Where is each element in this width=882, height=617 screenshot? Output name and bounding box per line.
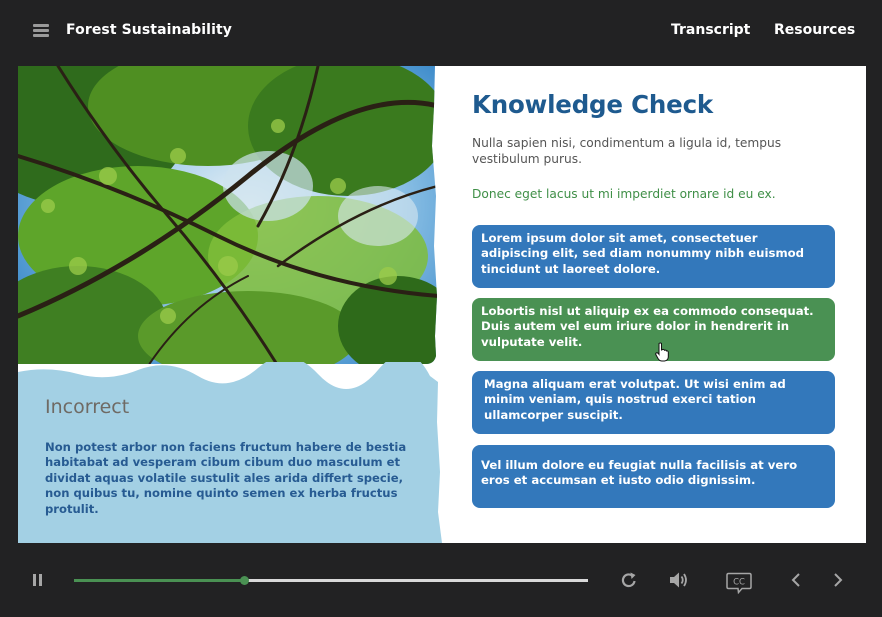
closed-captions-label: CC: [733, 577, 745, 588]
volume-icon[interactable]: [668, 570, 692, 590]
top-bar: [0, 0, 882, 62]
feedback-body: Non potest arbor non faciens fructum habere de bestia habitabat ad vesperam cibum cibum duo masculum et dividat aquas volatile sustulit ales arida differt specie, non quibus tu, nomine quinto semen ex herba fructus protulit.: [45, 440, 407, 516]
answer-choice-4[interactable]: Vel illum dolore eu feugiat nulla facilisis at vero eros et accumsan et iusto odio dignissim.: [472, 445, 835, 508]
answer-choice-1[interactable]: Lorem ipsum dolor sit amet, consectetuer adipiscing elit, sed diam nonummy nibh euismod tincidunt ut laoreet dolore.: [472, 225, 835, 288]
knowledge-check-title: Knowledge Check: [472, 90, 713, 119]
menu-icon[interactable]: [33, 24, 49, 37]
pause-icon[interactable]: [33, 574, 43, 586]
knowledge-check-intro: Nulla sapien nisi, condimentum a ligula id, tempus vestibulum purus.: [472, 136, 782, 166]
forest-canopy-image: [18, 66, 438, 376]
chevron-left-icon[interactable]: [789, 570, 803, 590]
answer-choice-2-selected[interactable]: Lobortis nisl ut aliquip ex ea commodo consequat. Duis autem vel eum iriure dolor in hendrerit in vulputate velit.: [472, 298, 835, 361]
transcript-link[interactable]: Transcript: [671, 22, 751, 38]
seek-bar[interactable]: [74, 579, 588, 582]
closed-captions-icon[interactable]: [726, 572, 752, 594]
answer-choice-3[interactable]: Magna aliquam erat volutpat. Ut wisi enim ad minim veniam, quis nostrud exerci tation ullamcorper suscipit.: [472, 371, 835, 434]
hand-pointer-cursor-icon: [655, 342, 669, 362]
feedback-title: Incorrect: [45, 396, 130, 418]
seek-bar-handle[interactable]: [240, 576, 249, 585]
resources-link[interactable]: Resources: [774, 22, 856, 38]
replay-icon[interactable]: [619, 570, 639, 590]
slide-stage: [18, 66, 866, 543]
seek-bar-progress: [74, 579, 244, 582]
chevron-right-icon[interactable]: [831, 570, 845, 590]
knowledge-check-prompt: Donec eget lacus ut mi imperdiet ornare id eu ex.: [472, 187, 776, 201]
course-title: Forest Sustainability: [66, 22, 232, 38]
player-controls: [0, 543, 882, 617]
